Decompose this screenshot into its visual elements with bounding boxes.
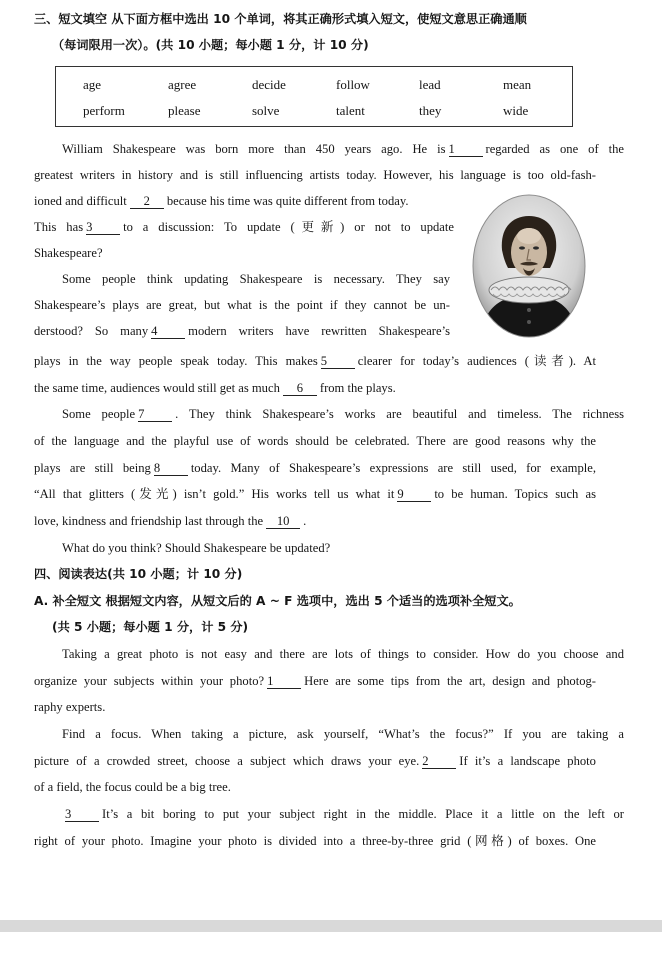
passage-line: love, kindness and friendship last through the 10 .: [34, 514, 307, 528]
word-bank-item: they: [419, 103, 442, 118]
word-bank-item: mean: [503, 77, 532, 92]
word-bank-item: talent: [336, 103, 365, 118]
passage-line: 3 It’s a bit boring to put your subject right in the middle. Place it a little on the left or: [65, 807, 624, 821]
passage-line: “All that glitters (发光) isn’t gold.” His works tell us what it 9 to be human. Topics such as: [34, 487, 596, 501]
answer-blank[interactable]: 1: [267, 675, 301, 689]
passage-line: right of your photo. Imagine your photo is divided into a three-by-three grid (网格) of boxes. One: [34, 834, 596, 848]
passage-line: Taking a great photo is not easy and there are lots of things to consider. How do you choose and: [62, 647, 624, 661]
passage-line: the same time, audiences would still get as much 6 from the plays.: [34, 381, 396, 395]
passage-line: of a field, the focus could be a big tree.: [34, 780, 231, 794]
passage-line: derstood? So many 4 modern writers have rewritten Shakespeare’s: [34, 324, 450, 338]
section3-heading-line2: （每词限用一次）。(共 10 小题；每小题 1 分，计 10 分): [52, 38, 369, 52]
answer-blank[interactable]: 9: [397, 488, 431, 502]
word-bank-box: [55, 66, 573, 127]
word-bank-item: solve: [252, 103, 280, 118]
word-bank-item: lead: [419, 77, 441, 92]
passage-line: raphy experts.: [34, 700, 106, 714]
passage-line: picture of a crowded street, choose a subject which draws your eye. 2 If it’s a landscape photo: [34, 754, 596, 768]
answer-blank[interactable]: 5: [321, 355, 355, 369]
section4-heading: 四、阅读表达(共 10 小题；计 10 分): [34, 567, 243, 581]
partA-heading-line1: A. 补全短文 根据短文内容，从短文后的 A ~ F 选项中，选出 5 个适当的选项补全短文。: [34, 594, 521, 608]
passage-line: greatest writers in history and is still influencing artists today. However, his language is too old-fash-: [34, 168, 596, 182]
passage-line: Some people 7 . They think Shakespeare’s works are beautiful and timeless. The richness: [62, 407, 624, 421]
word-bank-item: perform: [83, 103, 125, 118]
answer-blank[interactable]: 10: [266, 515, 300, 529]
passage-line: ioned and difficult 2 because his time was quite different from today.: [34, 194, 409, 208]
word-bank-item: age: [83, 77, 102, 92]
shakespeare-portrait-image: [472, 194, 586, 338]
partA-heading-line2: (共 5 小题；每小题 1 分，计 5 分): [52, 620, 249, 634]
passage-line: Shakespeare’s plays are great, but what is the point if they cannot be un-: [34, 298, 450, 312]
section3-heading-line1: 三、短文填空 从下面方框中选出 10 个单词，将其正确形式填入短文，使短文意思正确通顺: [34, 12, 527, 26]
page-bottom-band: [0, 920, 662, 932]
answer-blank[interactable]: 3: [65, 808, 99, 822]
answer-blank[interactable]: 1: [449, 143, 483, 157]
passage-line: plays are still being 8 today. Many of Shakespeare’s expressions are still used, for example,: [34, 461, 596, 475]
word-bank-item: decide: [252, 77, 286, 92]
word-bank-item: wide: [503, 103, 529, 118]
passage-line: plays in the way people speak today. This makes 5 clearer for today’s audiences (读者). At: [34, 354, 596, 368]
passage-line: What do you think? Should Shakespeare be updated?: [62, 541, 331, 555]
answer-blank[interactable]: 2: [422, 755, 456, 769]
passage-line: Find a focus. When taking a picture, ask yourself, “What’s the focus?” If you are taking a: [62, 727, 624, 741]
answer-blank[interactable]: 2: [130, 195, 164, 209]
passage-line: of the language and the playful use of words should be celebrated. There are good reasons why the: [34, 434, 596, 448]
word-bank-item: follow: [336, 77, 370, 92]
passage-line: Shakespeare?: [34, 246, 103, 260]
passage-line: organize your subjects within your photo? 1 Here are some tips from the art, design and photog-: [34, 674, 596, 688]
passage-line: This has 3 to a discussion: To update (更新) or not to update: [34, 220, 454, 234]
word-bank-item: please: [168, 103, 201, 118]
answer-blank[interactable]: 6: [283, 382, 317, 396]
answer-blank[interactable]: 7: [138, 408, 172, 422]
answer-blank[interactable]: 3: [86, 221, 120, 235]
answer-blank[interactable]: 4: [151, 325, 185, 339]
passage-line: Some people think updating Shakespeare is necessary. They say: [62, 272, 450, 286]
word-bank-item: agree: [168, 77, 197, 92]
answer-blank[interactable]: 8: [154, 462, 188, 476]
passage-line: William Shakespeare was born more than 450 years ago. He is 1 regarded as one of the: [62, 142, 624, 156]
